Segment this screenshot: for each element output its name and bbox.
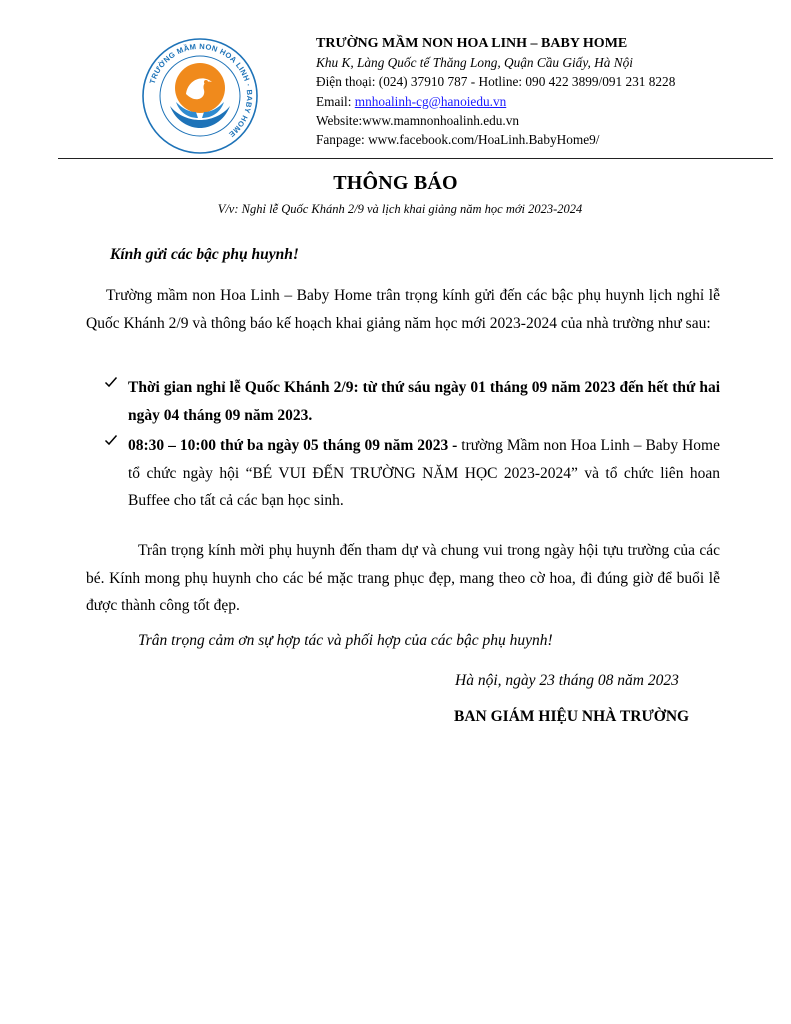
email-link[interactable]: mnhoalinh-cg@hanoiedu.vn (354, 93, 507, 109)
list-item (86, 374, 720, 429)
schedule-list (86, 374, 720, 518)
intro-paragraph (86, 282, 720, 337)
holiday-period: Thời gian nghỉ lễ Quốc Khánh 2/9: từ thứ sáu ngày 01 tháng 09 năm 2023 đến hết thứ hai ngày 04 tháng 09 năm 2023. (128, 379, 720, 424)
school-fanpage: Fanpage: www.facebook.com/HoaLinh.BabyHome9/ (316, 132, 600, 148)
logo-ring-text: TRƯỜNG MẦM NON HOA LINH · BABY HOME (147, 41, 255, 140)
school-name: TRƯỜNG MẦM NON HOA LINH – BABY HOME (316, 36, 628, 51)
invitation-text: Trân trọng kính mời phụ huynh đến tham dự và chung vui trong ngày hội tựu trường của các bé. Kính mong phụ huynh cho các bé mặc trang phục đẹp, mang theo cờ hoa, đi đúng giờ để buổi lễ được thành công tốt đẹp. (86, 542, 720, 614)
school-logo (140, 36, 260, 156)
list-item (86, 432, 720, 515)
school-email-line (316, 92, 675, 111)
invitation-paragraph (86, 537, 720, 620)
checkmark-icon (104, 375, 118, 389)
intro-text: Trường mầm non Hoa Linh – Baby Home trân trọng kính gửi đến các bậc phụ huynh lịch nghỉ lễ Quốc Khánh 2/9 và thông báo kế hoạch khai giảng năm học mới 2023-2024 của nhà trường như sau: (86, 287, 720, 332)
school-address: Khu K, Làng Quốc tế Thăng Long, Quận Cầu Giấy, Hà Nội (316, 55, 633, 71)
document-title: THÔNG BÁO (333, 172, 458, 194)
school-website: Website:www.mamnonhoalinh.edu.vn (316, 112, 520, 128)
school-phone: Điện thoại: (024) 37910 787 - Hotline: 090 422 3899/091 231 8228 (316, 74, 676, 90)
thanks-line: Trân trọng cảm ơn sự hợp tác và phối hợp của các bậc phụ huynh! (138, 632, 553, 649)
checkmark-icon (104, 433, 118, 447)
event-time: 08:30 – 10:00 thứ ba ngày 05 tháng 09 năm 2023 - (128, 437, 458, 454)
document-subject: V/v: Nghỉ lễ Quốc Khánh 2/9 và lịch khai giảng năm học mới 2023-2024 (217, 202, 583, 216)
letterhead (316, 34, 675, 149)
document-date: Hà nội, ngày 23 tháng 08 năm 2023 (455, 672, 679, 689)
email-label: Email: (316, 93, 355, 109)
greeting: Kính gửi các bậc phụ huynh! (110, 246, 299, 263)
header-divider (58, 158, 773, 159)
signature-block: BAN GIÁM HIỆU NHÀ TRƯỜNG (454, 708, 690, 725)
event-description: trường Mầm non Hoa Linh – Baby Home tổ chức ngày hội “BÉ VUI ĐẾN TRƯỜNG NĂM HỌC 2023-2024” và tổ chức liên hoan Buffee cho tất cả các bạn học sinh. (128, 437, 720, 509)
